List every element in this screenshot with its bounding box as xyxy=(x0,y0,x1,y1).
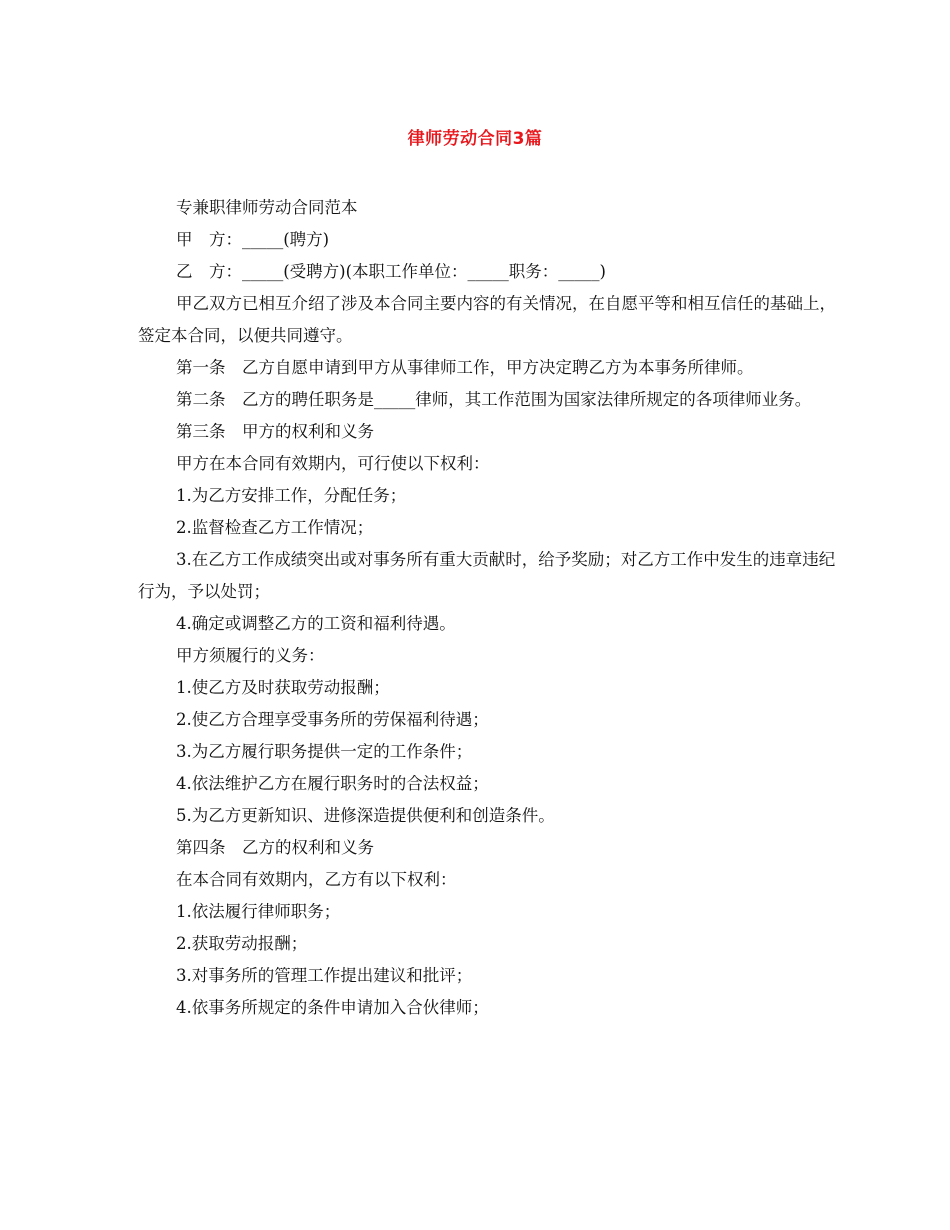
list-item: 3.在乙方工作成绩突出或对事务所有重大贡献时，给予奖励；对乙方工作中发生的违章违纪行为，予以处罚； xyxy=(138,550,836,601)
list-item: 3.对事务所的管理工作提出建议和批评； xyxy=(176,966,473,985)
list-item: 1.为乙方安排工作，分配任务； xyxy=(176,486,407,505)
list-item: 1.使乙方及时获取劳动报酬； xyxy=(176,678,390,697)
list-item: 4.依法维护乙方在履行职务时的合法权益； xyxy=(176,774,489,793)
paragraph: 专兼职律师劳动合同范本 xyxy=(176,198,358,217)
document-title: 律师劳动合同3篇 xyxy=(407,129,543,149)
list-item: 3.为乙方履行职务提供一定的工作条件； xyxy=(176,742,473,761)
paragraph: 第一条 乙方自愿申请到甲方从事律师工作，甲方决定聘乙方为本事务所律师。 xyxy=(176,358,754,377)
section-heading: 第四条 乙方的权利和义务 xyxy=(176,838,374,857)
section-heading: 第三条 甲方的权利和义务 xyxy=(176,422,374,441)
list-item: 4.依事务所规定的条件申请加入合伙律师； xyxy=(176,998,489,1017)
paragraph: 甲 方：_____(聘方) xyxy=(176,230,330,249)
list-item: 1.依法履行律师职务； xyxy=(176,902,341,921)
paragraph: 甲方须履行的义务： xyxy=(176,646,325,665)
document-body xyxy=(138,192,838,1024)
list-item: 2.获取劳动报酬； xyxy=(176,934,308,953)
list-item: 5.为乙方更新知识、进修深造提供便利和创造条件。 xyxy=(176,806,555,825)
paragraph: 在本合同有效期内，乙方有以下权利： xyxy=(176,870,457,889)
list-item: 2.使乙方合理享受事务所的劳保福利待遇； xyxy=(176,710,489,729)
paragraph: 甲方在本合同有效期内，可行使以下权利： xyxy=(176,454,490,473)
paragraph: 甲乙双方已相互介绍了涉及本合同主要内容的有关情况，在自愿平等和相互信任的基础上，签定本合同，以便共同遵守。 xyxy=(138,294,836,345)
paragraph: 乙 方：_____(受聘方)(本职工作单位：_____职务：_____) xyxy=(176,262,606,281)
list-item: 4.确定或调整乙方的工资和福利待遇。 xyxy=(176,614,456,633)
paragraph: 第二条 乙方的聘任职务是_____律师，其工作范围为国家法律所规定的各项律师业务。 xyxy=(176,390,812,409)
list-item: 2.监督检查乙方工作情况； xyxy=(176,518,374,537)
